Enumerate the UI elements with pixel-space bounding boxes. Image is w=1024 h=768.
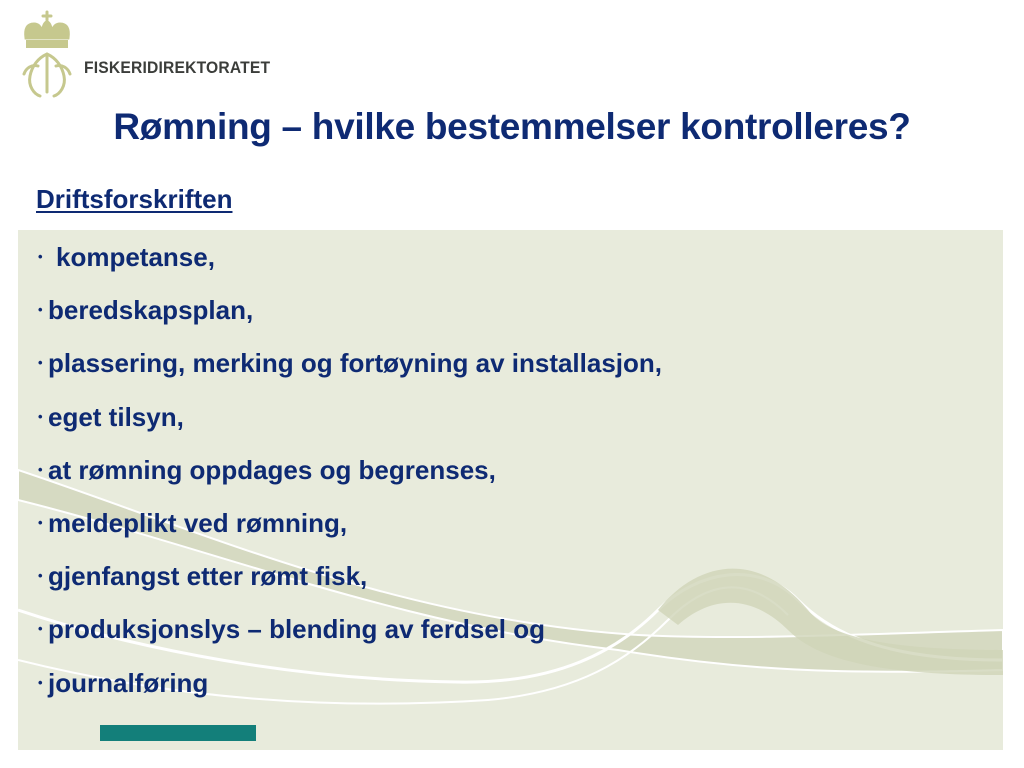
bullet-icon: •: [38, 568, 43, 584]
bullet-icon: •: [38, 461, 43, 477]
list-item: • beredskapsplan,: [38, 287, 662, 340]
bullet-list: [38, 234, 662, 713]
list-item: • journalføring: [38, 660, 662, 713]
bullet-icon: •: [38, 621, 43, 637]
list-item: • at rømning oppdages og begrenses,: [38, 447, 662, 500]
organization-name: FISKERIDIREKTORATET: [84, 58, 271, 77]
content-panel: [18, 230, 1003, 750]
list-item: • eget tilsyn,: [38, 394, 662, 447]
bullet-icon: •: [38, 674, 43, 690]
crown-emblem-icon: [18, 10, 76, 102]
bullet-icon: •: [38, 408, 43, 424]
list-item: • plassering, merking og fortøyning av installasjon,: [38, 340, 662, 393]
list-item: • produksjonslys – blending av ferdsel og: [38, 606, 662, 659]
bullet-icon: •: [38, 514, 43, 530]
accent-bar: [100, 725, 256, 741]
bullet-icon: •: [38, 249, 43, 264]
bullet-icon: •: [38, 302, 43, 318]
slide-subtitle: Driftsforskriften: [36, 184, 233, 214]
list-item: • kompetanse,: [38, 234, 662, 287]
list-item: • gjenfangst etter rømt fisk,: [38, 553, 662, 606]
slide-title: Rømning – hvilke bestemmelser kontrolleres?: [113, 106, 911, 147]
bullet-icon: •: [38, 355, 43, 371]
list-item: • meldeplikt ved rømning,: [38, 500, 662, 553]
